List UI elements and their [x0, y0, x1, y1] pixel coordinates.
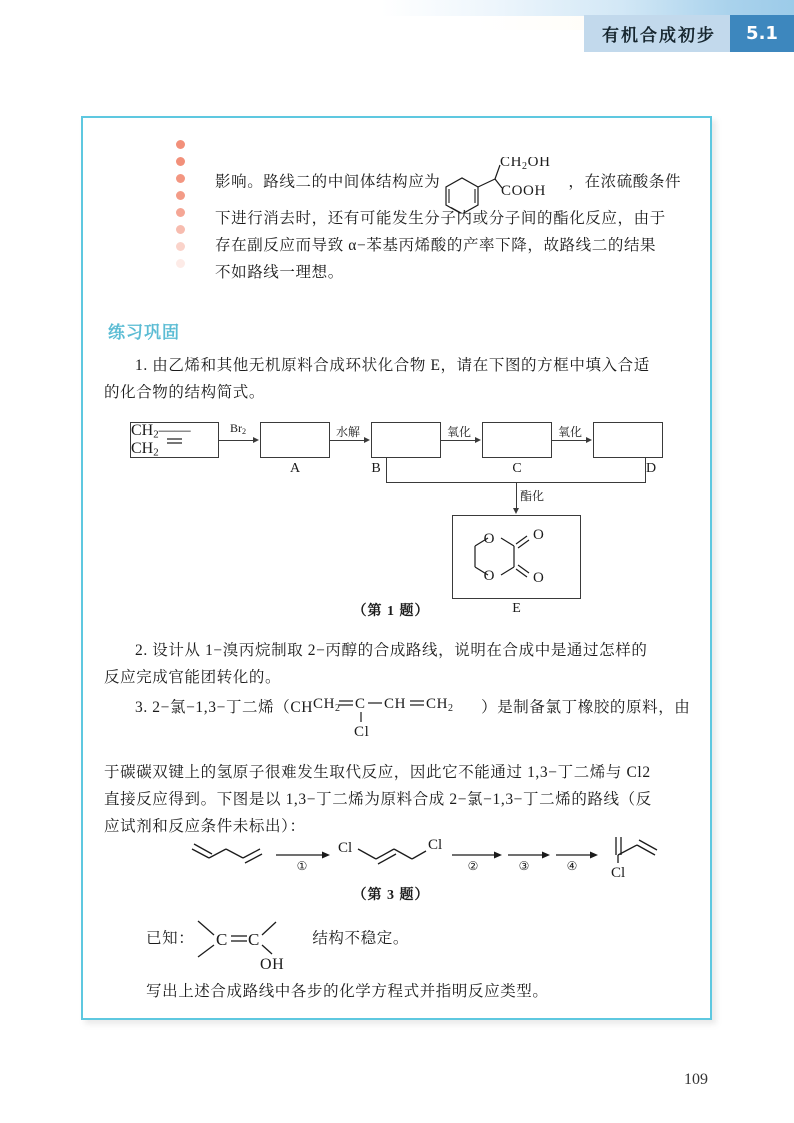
- figure-caption-3: （第 3 题）: [352, 888, 430, 903]
- flow-condition-4: 氧化: [557, 425, 582, 439]
- flow-condition-esterification: 酯化: [520, 489, 545, 503]
- svg-text:O: O: [483, 568, 494, 584]
- flow-box-c: [482, 422, 552, 458]
- decorative-dot: [176, 140, 185, 149]
- page-number: 109: [684, 1071, 708, 1088]
- scheme-step-4: ④: [566, 859, 578, 873]
- known-note-line: [146, 925, 678, 972]
- chloroprene-formula: [313, 696, 481, 741]
- running-head-title: 有机合成初步: [584, 15, 730, 52]
- question-3-line4: 应试剂和反应条件未标出）：: [104, 818, 306, 835]
- question-3-line2: [104, 759, 678, 786]
- question-3-line1-a: 3. 2−氯−1,3−丁二烯（CH: [135, 699, 314, 716]
- flow-start-formula: $CH_2——CH_2$: [131, 421, 191, 459]
- flow-arrow-1-line: [219, 440, 255, 441]
- flow-arrow-3-line: [441, 440, 477, 441]
- question-3-line1-b: ）是制备氯丁橡胶的原料，由: [481, 699, 691, 716]
- decorative-dot: [176, 208, 185, 217]
- svg-text:CH: CH: [384, 696, 407, 713]
- decorative-dot: [176, 157, 185, 166]
- question-known-note: [146, 925, 678, 985]
- svg-text:CH2OH: $CH_2OH$: [500, 157, 551, 172]
- scheme-step-1: ①: [296, 859, 308, 873]
- flow-label-b: B: [371, 461, 381, 476]
- decorative-dot: [176, 174, 185, 183]
- svg-text:CH2: $CH_2$: [313, 696, 341, 715]
- known-note-suffix: 结构不稳定。: [312, 930, 409, 947]
- flow-box-d: [593, 422, 663, 458]
- enol-structure: [194, 929, 298, 972]
- svg-text:Cl: Cl: [611, 865, 626, 881]
- question-3-body: [104, 759, 678, 840]
- cyclic-anhydride-structure: [461, 522, 573, 592]
- question-3-line2-text: 于碳碳双键上的氢原子很难发生取代反应，因此它不能通过 1,3−丁二烯与 Cl2: [104, 764, 651, 781]
- top-decorative-band: [0, 0, 794, 16]
- svg-text:CH2: $CH_2$: [426, 696, 454, 715]
- flow-branch-arrow-head: [513, 508, 519, 514]
- scheme-step-3: ③: [518, 859, 530, 873]
- decorative-dot-column: [176, 140, 185, 276]
- flow-branch-down: [516, 482, 517, 510]
- flow-label-a: A: [289, 461, 301, 476]
- question-1-line2: 的化合物的结构简式。: [104, 384, 266, 401]
- decorative-dot: [176, 259, 185, 268]
- svg-text:O: O: [483, 531, 494, 547]
- known-note-prefix: 已知：: [146, 930, 195, 947]
- alpha-phenyl-structure: [440, 157, 568, 213]
- svg-text:O: O: [532, 527, 544, 543]
- svg-text:Cl: Cl: [354, 724, 370, 741]
- section-heading: 练习巩固: [108, 323, 180, 343]
- flow-box-a: [260, 422, 330, 458]
- question-2-line1: 2. 设计从 1−溴丙烷制取 2−丙醇的合成路线，说明在合成中是通过怎样的: [135, 642, 648, 659]
- svg-text:C: C: [355, 696, 366, 713]
- scheme-step-2: ②: [467, 859, 479, 873]
- svg-text:C: C: [216, 930, 229, 950]
- svg-text:OH: OH: [260, 956, 285, 972]
- flow-branch-d-vertical: [645, 458, 646, 483]
- flow-arrow-2-line: [330, 440, 366, 441]
- decorative-dot: [176, 242, 185, 251]
- flow-branch-b-vertical: [386, 458, 387, 483]
- flow-condition-3: 氧化: [446, 425, 471, 439]
- decorative-dot: [176, 191, 185, 200]
- intro-line2: 下进行消去时，还有可能发生分子内或分子间的酯化反应，由于: [215, 210, 666, 227]
- question-2-line2: 反应完成官能团转化的。: [104, 669, 282, 686]
- flow-box-e: [452, 515, 581, 599]
- question-1: [104, 352, 678, 406]
- flow-arrow-4-line: [552, 440, 588, 441]
- question-2: [104, 637, 678, 691]
- svg-text:Cl: Cl: [428, 837, 443, 853]
- svg-text:COOH: COOH: [501, 183, 547, 199]
- svg-text:Cl: Cl: [338, 840, 353, 856]
- running-head: [584, 15, 794, 52]
- flow-condition-2: 水解: [335, 425, 360, 439]
- flow-label-c: C: [512, 461, 522, 476]
- decorative-dot: [176, 225, 185, 234]
- flow-box-b: [371, 422, 441, 458]
- question-3-head: [104, 694, 691, 742]
- intro-line1-after: ，在浓硫酸条件: [568, 173, 682, 191]
- question-final-instruction: [146, 978, 678, 1005]
- intro-line4: 不如路线一理想。: [215, 264, 344, 281]
- intro-line1-before: 影响。路线二的中间体结构应为: [215, 173, 441, 191]
- figure-caption-1: （第 1 题）: [352, 604, 430, 619]
- svg-text:C: C: [248, 930, 261, 950]
- question-1-line1: 1. 由乙烯和其他无机原料合成环状化合物 E，请在下图的方框中填入合适: [135, 357, 650, 374]
- flow-condition-1: $Br_2$: [229, 421, 247, 436]
- intro-paragraph: [215, 155, 683, 286]
- flow-start-doublebond: [130, 422, 219, 458]
- flow-label-e: E: [512, 601, 521, 616]
- flow-label-d: D: [645, 461, 657, 476]
- svg-text:O: O: [532, 570, 544, 586]
- flow-arrow-1-head: [253, 437, 259, 443]
- intro-line3: 存在副反应而导致 α−苯基丙烯酸的产率下降，故路线二的结果: [215, 237, 657, 254]
- question-3-line1: [104, 694, 691, 741]
- question-3-line3: 直接反应得到。下图是以 1,3−丁二烯为原料合成 2−氯−1,3−丁二烯的路线（反: [104, 791, 652, 808]
- running-head-section-number: 5.1: [730, 15, 794, 52]
- final-instruction-line: 写出上述合成路线中各步的化学方程式并指明反应类型。: [146, 983, 549, 1000]
